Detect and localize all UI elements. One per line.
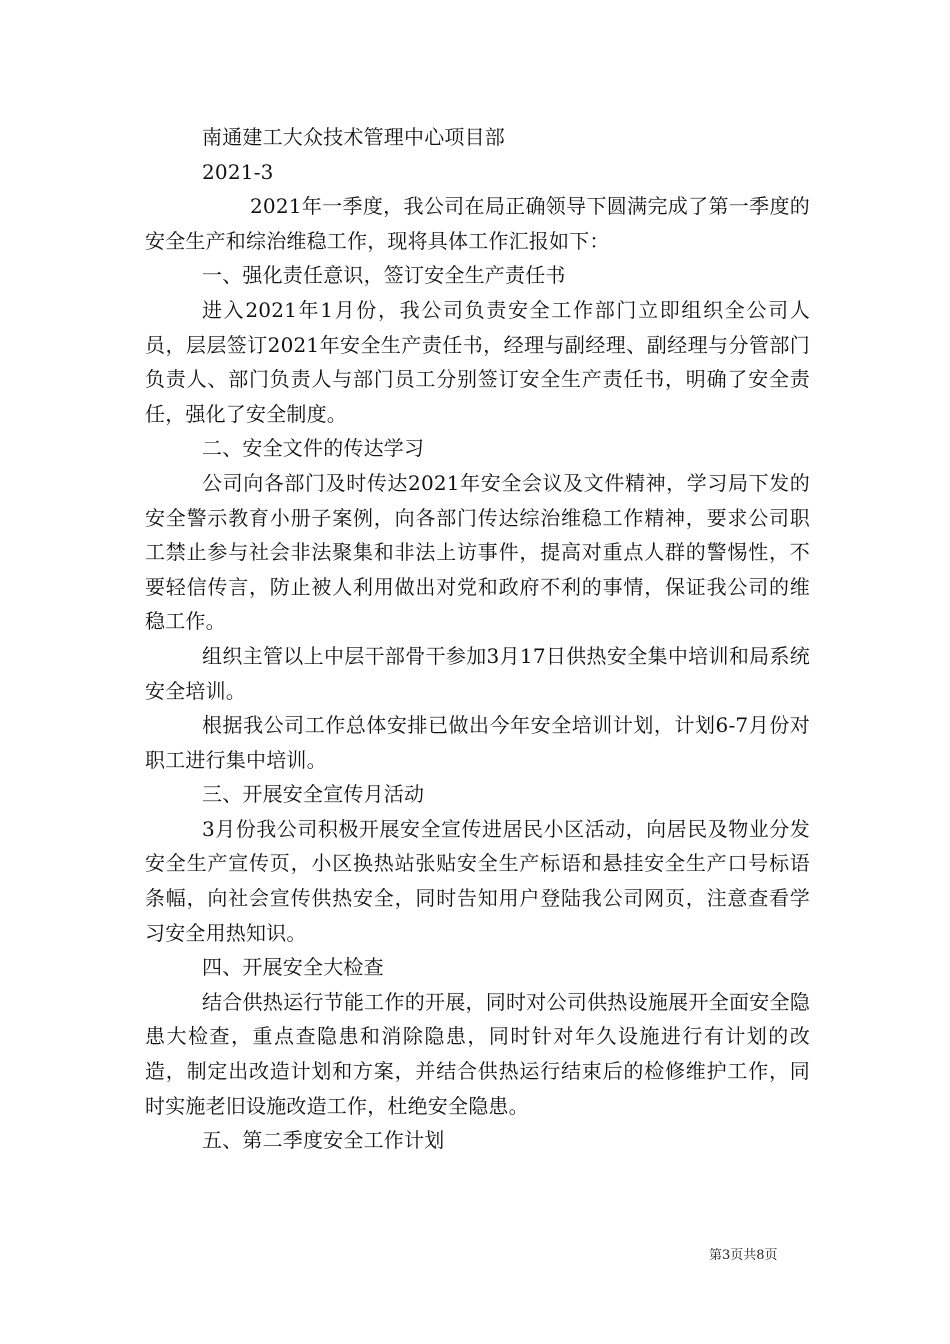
organization-name: 南通建工大众技术管理中心项目部: [202, 125, 505, 149]
section-2-paragraph-2: 组织主管以上中层干部骨干参加3月17日供热安全集中培训和局系统安全培训。: [145, 643, 810, 703]
section-2-paragraph-3: 根据我公司工作总体安排已做出今年安全培训计划，计划6-7月份对职工进行集中培训。: [145, 713, 810, 772]
section-3-heading: 三、开展安全宣传月活动: [202, 782, 425, 807]
section-1-heading: 一、强化责任意识，签订安全生产责任书: [202, 263, 566, 288]
section-4-heading: 四、开展安全大检查: [202, 955, 384, 980]
report-date: 2021-3: [202, 159, 274, 184]
intro-paragraph: 2021年一季度，我公司在局正确领导下圆满完成了第一季度的安全生产和综治维稳工作，现将具体工作汇报如下：: [145, 194, 810, 253]
page-number-footer: 第3页共8页: [709, 1248, 778, 1263]
section-1-paragraph: 进入2021年1月份，我公司负责安全工作部门立即组织全公司人员，层层签订2021年安全生产责任书，经理与副经理、副经理与分管部门负责人、部门负责人与部门员工分别签订安全生产责任书，明确了安全责任，强化了安全制度。: [145, 297, 810, 426]
section-2-heading: 二、安全文件的传达学习: [202, 436, 425, 461]
section-2-paragraph: 公司向各部门及时传达2021年安全会议及文件精神，学习局下发的安全警示教育小册子案例，向各部门传达综治维稳工作精神，要求公司职工禁止参与社会非法聚集和非法上访事件，提高对重点人群的警惕性，不要轻信传言，防止被人利用做出对党和政府不利的事情，保证我公司的维稳工作。: [145, 470, 810, 634]
section-3-paragraph: 3月份我公司积极开展安全宣传进居民小区活动，向居民及物业分发安全生产宣传页，小区换热站张贴安全生产标语和悬挂安全生产口号标语条幅，向社会宣传供热安全，同时告知用户登陆我公司网页，注意查看学习安全用热知识。: [145, 816, 810, 945]
document-body: [145, 120, 810, 1158]
section-5-heading: 五、第二季度安全工作计划: [202, 1128, 445, 1153]
section-4-paragraph: 结合供热运行节能工作的开展，同时对公司供热设施展开全面安全隐患大检查，重点查隐患和消除隐患，同时针对年久设施进行有计划的改造，制定出改造计划和方案，并结合供热运行结束后的检修维护工作，同时实施老旧设施改造工作，杜绝安全隐患。: [145, 989, 810, 1118]
